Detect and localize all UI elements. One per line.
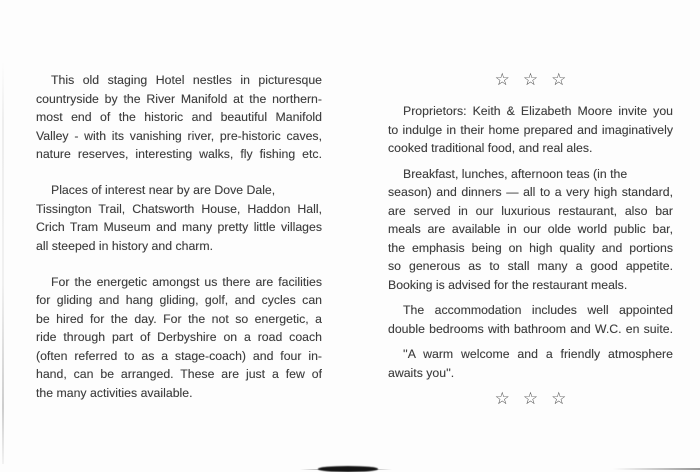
star-icon: ☆ [522, 389, 539, 409]
scan-artifact-bottom-right-line [613, 468, 700, 470]
text-line: awaits you''. [388, 365, 455, 380]
text-line: (often referred to as a stage-coach) and four in- [36, 348, 322, 363]
text-line: This old staging Hotel nestles in picturesque [51, 73, 322, 87]
text-line: Proprietors: Keith & Elizabeth Moore invite you [403, 104, 673, 118]
star-icon: ☆ [494, 70, 510, 90]
left-column [36, 71, 322, 420]
star-icon: ☆ [551, 389, 567, 409]
stars-divider-bottom [388, 389, 673, 409]
paragraph [388, 102, 673, 158]
text-line: cooked traditional food, and real ales. [388, 141, 593, 155]
paragraph [36, 273, 322, 403]
text-line: double bedrooms with bathroom and W.C. en suite. [388, 321, 673, 336]
text-line: for gliding and hang gliding, golf, and cycles can [36, 293, 322, 307]
paragraph [388, 345, 673, 382]
paragraph [36, 71, 322, 164]
text-line: Crich Tram Museum and many pretty little villages [36, 220, 322, 234]
stars-divider-top [388, 70, 673, 90]
paragraph [36, 181, 322, 255]
text-line: be hired for the day. For the not so energetic, a [36, 311, 322, 326]
text-line: all steeped in history and charm. [36, 238, 214, 253]
paragraph [388, 301, 673, 338]
text-line: so generous as to stall many a good appetite. [388, 259, 673, 273]
text-line: meals are available in our olde world public bar, [388, 222, 673, 236]
text-line: Breakfast, lunches, afternoon teas (in the [403, 166, 628, 181]
text-line: the many activities available. [36, 385, 193, 400]
text-line: The accommodation includes well appointed [403, 303, 673, 317]
right-column [388, 70, 673, 409]
text-line: most end of the historic and beautiful Manifold [36, 110, 322, 124]
star-icon: ☆ [522, 70, 539, 90]
text-line: countryside by the River Manifold at the northern- [36, 91, 322, 106]
text-line: For the energetic amongst us there are facilities [51, 274, 322, 289]
text-line: Valley - with its vanishing river, pre-historic caves, [36, 128, 322, 143]
scan-artifact-bottom-mark [318, 466, 378, 472]
text-line: Booking is advised for the restaurant meals. [388, 277, 628, 292]
text-line: are served in our luxurious restaurant, also bar [388, 203, 673, 218]
text-line: season) and dinners — all to a very high standard, [388, 185, 673, 199]
text-line: the emphasis being on high quality and portions [388, 240, 673, 255]
text-line: to indulge in their home prepared and imaginatively [388, 122, 673, 137]
text-line: Places of interest near by are Dove Dale, [51, 183, 276, 197]
text-line: Tissington Trail, Chatsworth House, Haddon Hall, [36, 201, 322, 216]
star-icon: ☆ [494, 389, 510, 409]
text-line: ride through part of Derbyshire on a road coach [36, 330, 322, 344]
text-line: ''A warm welcome and a friendly atmosphere [403, 347, 673, 361]
star-icon: ☆ [551, 70, 567, 90]
text-line: nature reserves, interesting walks, fly fishing etc. [36, 147, 322, 161]
text-line: hand, can be arranged. These are just a few of [36, 367, 322, 381]
paragraph [388, 165, 673, 295]
scan-artifact-left-edge [2, 62, 4, 464]
